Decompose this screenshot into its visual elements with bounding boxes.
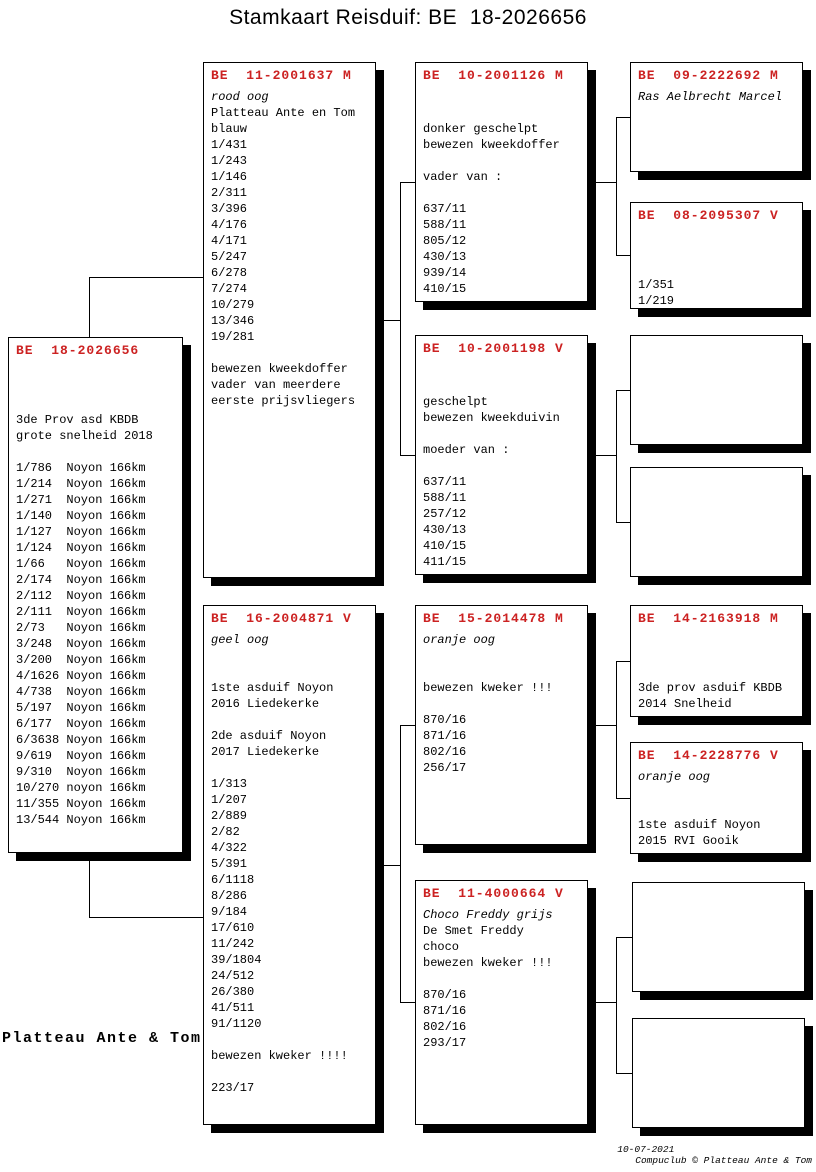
connector-line: [400, 455, 415, 456]
ring-number: BE 08-2095307 V: [638, 208, 779, 223]
connector-line: [400, 182, 415, 183]
connector-line: [89, 277, 203, 278]
box-line: rood oog: [211, 90, 269, 104]
pedigree-box-sire: [203, 62, 376, 578]
box-line: 24/512: [211, 969, 255, 983]
box-line: vader van meerdere: [211, 378, 341, 392]
box-line: 2/111 Noyon 166km: [16, 605, 146, 619]
box-line: 41/511: [211, 1001, 255, 1015]
box-line: [16, 396, 179, 412]
box-line: oranje oog: [638, 770, 711, 784]
footer-date: 10-07-2021: [617, 1144, 675, 1155]
ring-number: BE 11-4000664 V: [423, 886, 564, 901]
box-line: 9/184: [211, 905, 248, 919]
box-line: [423, 696, 584, 712]
box-line: 2/112 Noyon 166km: [16, 589, 146, 603]
box-line: grote snelheid 2018: [16, 429, 153, 443]
pedigree-box-ggp5: [630, 605, 803, 717]
box-line: 1/124 Noyon 166km: [16, 541, 146, 555]
box-line: 11/355 Noyon 166km: [16, 797, 146, 811]
box-line: [423, 362, 584, 378]
footer-credit: Compuclub © Platteau Ante & Tom: [635, 1155, 812, 1166]
box-line: 2017 Liedekerke: [211, 745, 320, 759]
box-line: choco: [423, 940, 460, 954]
connector-line: [616, 798, 630, 799]
box-line: 2/311: [211, 186, 248, 200]
pedigree-box-subject: [8, 337, 183, 853]
pedigree-box-ggp1: [630, 62, 803, 172]
box-details: [423, 632, 584, 776]
connector-line: [616, 117, 630, 118]
box-line: 1/313: [211, 777, 248, 791]
box-line: 802/16: [423, 1020, 467, 1034]
box-line: 4/322: [211, 841, 248, 855]
connector-line: [589, 182, 616, 183]
box-line: 26/380: [211, 985, 255, 999]
box-line: Platteau Ante en Tom: [211, 106, 356, 120]
ring-number: BE 10-2001198 V: [423, 341, 564, 356]
box-details: [423, 362, 584, 570]
box-line: [16, 380, 179, 396]
ring-number: BE 15-2014478 M: [423, 611, 564, 626]
box-line: 410/15: [423, 539, 467, 553]
box-line: 1/140 Noyon 166km: [16, 509, 146, 523]
box-details: [638, 229, 799, 309]
ring-number: [638, 341, 799, 362]
box-line: moeder van :: [423, 443, 510, 457]
box-line: 1/786 Noyon 166km: [16, 461, 146, 475]
box-line: 870/16: [423, 988, 467, 1002]
pedigree-box-ggp2: [630, 202, 803, 309]
box-line: 19/281: [211, 330, 255, 344]
connector-line: [400, 725, 415, 726]
connector-line: [89, 917, 203, 918]
box-line: 2/889: [211, 809, 248, 823]
box-line: [423, 458, 584, 474]
box-line: geel oog: [211, 633, 269, 647]
box-line: 1/66 Noyon 166km: [16, 557, 146, 571]
box-details: [638, 769, 799, 849]
box-line: 1/214 Noyon 166km: [16, 477, 146, 491]
box-line: 4/1626 Noyon 166km: [16, 669, 146, 683]
box-line: 11/242: [211, 937, 255, 951]
box-line: 871/16: [423, 1004, 467, 1018]
box-line: 1/243: [211, 154, 248, 168]
box-line: 1/207: [211, 793, 248, 807]
box-line: 588/11: [423, 218, 467, 232]
ring-number: BE 14-2163918 M: [638, 611, 779, 626]
box-line: eerste prijsvliegers: [211, 394, 356, 408]
box-line: [638, 229, 799, 245]
box-line: De Smet Freddy: [423, 924, 524, 938]
connector-line: [616, 1073, 632, 1074]
box-details: [638, 632, 799, 712]
pedigree-box-sire-sire: [415, 62, 588, 302]
box-line: geschelpt: [423, 395, 488, 409]
box-line: donker geschelpt: [423, 122, 539, 136]
box-line: bewezen kweekdoffer: [211, 362, 348, 376]
box-line: 1/146: [211, 170, 248, 184]
box-line: 2/174 Noyon 166km: [16, 573, 146, 587]
ring-number: BE 16-2004871 V: [211, 611, 352, 626]
connector-line: [616, 661, 630, 662]
box-line: vader van :: [423, 170, 503, 184]
box-line: [423, 153, 584, 169]
box-line: [423, 105, 584, 121]
box-line: 9/619 Noyon 166km: [16, 749, 146, 763]
box-line: 7/274: [211, 282, 248, 296]
ring-number: [638, 473, 799, 494]
box-line: 3de Prov asd KBDB: [16, 413, 139, 427]
box-line: [423, 648, 584, 664]
box-line: oranje oog: [423, 633, 496, 647]
ring-number: BE 11-2001637 M: [211, 68, 352, 83]
box-line: [423, 89, 584, 105]
box-line: [211, 712, 372, 728]
connector-line: [616, 117, 617, 255]
ring-number: BE 09-2222692 M: [638, 68, 779, 83]
box-line: [638, 785, 799, 801]
box-line: 6/1118: [211, 873, 255, 887]
box-line: 1/351: [638, 278, 675, 292]
box-line: 17/610: [211, 921, 255, 935]
box-line: 430/13: [423, 523, 467, 537]
box-details: [211, 89, 372, 409]
pedigree-box-ggp3-empty: [630, 335, 803, 445]
box-line: 5/247: [211, 250, 248, 264]
box-line: 637/11: [423, 475, 467, 489]
box-line: [211, 760, 372, 776]
connector-line: [89, 853, 90, 917]
box-line: [211, 664, 372, 680]
connector-line: [589, 725, 616, 726]
connector-line: [616, 937, 632, 938]
connector-line: [400, 725, 401, 1002]
box-line: [423, 378, 584, 394]
box-line: 91/1120: [211, 1017, 262, 1031]
connector-line: [589, 1002, 616, 1003]
connector-line: [616, 522, 630, 523]
box-line: [211, 648, 372, 664]
ring-number: BE 18-2026656: [16, 343, 140, 358]
box-line: bewezen kweker !!!: [423, 956, 553, 970]
ring-number: [640, 888, 801, 909]
box-line: [638, 664, 799, 680]
box-line: [638, 648, 799, 664]
box-line: [423, 664, 584, 680]
box-line: 1/219: [638, 294, 675, 308]
box-line: [638, 801, 799, 817]
connector-line: [616, 390, 617, 522]
box-line: 13/544 Noyon 166km: [16, 813, 146, 827]
connector-line: [89, 277, 90, 337]
box-line: 293/17: [423, 1036, 467, 1050]
box-line: [638, 632, 799, 648]
box-line: 5/391: [211, 857, 248, 871]
box-line: [211, 1064, 372, 1080]
box-line: 1ste asduif Noyon: [211, 681, 334, 695]
box-line: 2015 RVI Gooik: [638, 834, 739, 848]
connector-line: [377, 320, 400, 321]
box-line: [211, 1032, 372, 1048]
box-details: [211, 632, 372, 1096]
box-line: 1/431: [211, 138, 248, 152]
connector-line: [589, 455, 616, 456]
box-line: 3de prov asduif KBDB: [638, 681, 783, 695]
box-line: 39/1804: [211, 953, 262, 967]
box-line: 870/16: [423, 713, 467, 727]
box-line: 3/248 Noyon 166km: [16, 637, 146, 651]
box-line: 1/271 Noyon 166km: [16, 493, 146, 507]
footer: [594, 1133, 812, 1172]
box-line: Choco Freddy grijs: [423, 908, 553, 922]
box-line: bewezen kweker !!!: [423, 681, 553, 695]
box-line: 13/346: [211, 314, 255, 328]
ring-number: [640, 1024, 801, 1045]
box-line: [423, 426, 584, 442]
owner-label: Platteau Ante & Tom: [2, 1030, 202, 1047]
box-line: 4/176: [211, 218, 248, 232]
box-line: 939/14: [423, 266, 467, 280]
box-line: 410/15: [423, 282, 467, 296]
box-line: bewezen kweekduivin: [423, 411, 560, 425]
box-line: 10/270 noyon 166km: [16, 781, 146, 795]
box-line: [638, 245, 799, 261]
box-line: 3/200 Noyon 166km: [16, 653, 146, 667]
box-line: 223/17: [211, 1081, 255, 1095]
box-details: [423, 907, 584, 1051]
box-line: 1/127 Noyon 166km: [16, 525, 146, 539]
pedigree-box-ggp7-empty: [632, 882, 805, 992]
box-details: [423, 89, 584, 297]
box-line: [638, 261, 799, 277]
box-line: bewezen kweekdoffer: [423, 138, 560, 152]
ring-number: BE 14-2228776 V: [638, 748, 779, 763]
box-line: bewezen kweker !!!!: [211, 1049, 348, 1063]
box-line: 1ste asduif Noyon: [638, 818, 761, 832]
box-line: 2/82: [211, 825, 240, 839]
pedigree-box-ggp4-empty: [630, 467, 803, 577]
box-line: [16, 364, 179, 380]
box-line: 871/16: [423, 729, 467, 743]
box-line: 2de asduif Noyon: [211, 729, 327, 743]
box-line: 10/279: [211, 298, 255, 312]
box-line: 3/396: [211, 202, 248, 216]
box-line: 256/17: [423, 761, 467, 775]
box-line: [423, 971, 584, 987]
box-line: blauw: [211, 122, 248, 136]
box-line: 6/278: [211, 266, 248, 280]
box-line: 2/73 Noyon 166km: [16, 621, 146, 635]
box-line: [423, 185, 584, 201]
connector-line: [400, 1002, 415, 1003]
pedigree-box-ggp8-empty: [632, 1018, 805, 1128]
pedigree-box-dam: [203, 605, 376, 1125]
connector-line: [616, 255, 630, 256]
box-line: 257/12: [423, 507, 467, 521]
box-line: 805/12: [423, 234, 467, 248]
box-line: [211, 345, 372, 361]
box-line: 2014 Snelheid: [638, 697, 732, 711]
connector-line: [616, 661, 617, 798]
box-line: 430/13: [423, 250, 467, 264]
pedigree-box-sire-dam: [415, 335, 588, 575]
box-line: 9/310 Noyon 166km: [16, 765, 146, 779]
box-details: [638, 89, 799, 105]
pedigree-box-dam-sire: [415, 605, 588, 845]
box-line: 6/177 Noyon 166km: [16, 717, 146, 731]
pedigree-box-dam-dam: [415, 880, 588, 1125]
box-line: 802/16: [423, 745, 467, 759]
box-line: 588/11: [423, 491, 467, 505]
box-line: 8/286: [211, 889, 248, 903]
connector-line: [616, 937, 617, 1073]
box-line: 4/171: [211, 234, 248, 248]
box-line: 4/738 Noyon 166km: [16, 685, 146, 699]
connector-line: [616, 390, 630, 391]
box-line: [16, 444, 179, 460]
box-line: Ras Aelbrecht Marcel: [638, 90, 783, 104]
box-line: 637/11: [423, 202, 467, 216]
box-line: 5/197 Noyon 166km: [16, 701, 146, 715]
box-details: [16, 364, 179, 828]
page-title: Stamkaart Reisduif: BE 18-2026656: [229, 6, 587, 29]
box-line: 6/3638 Noyon 166km: [16, 733, 146, 747]
connector-line: [377, 865, 400, 866]
box-line: 411/15: [423, 555, 467, 569]
pedigree-box-ggp6: [630, 742, 803, 854]
ring-number: BE 10-2001126 M: [423, 68, 564, 83]
connector-line: [400, 182, 401, 455]
box-line: 2016 Liedekerke: [211, 697, 320, 711]
